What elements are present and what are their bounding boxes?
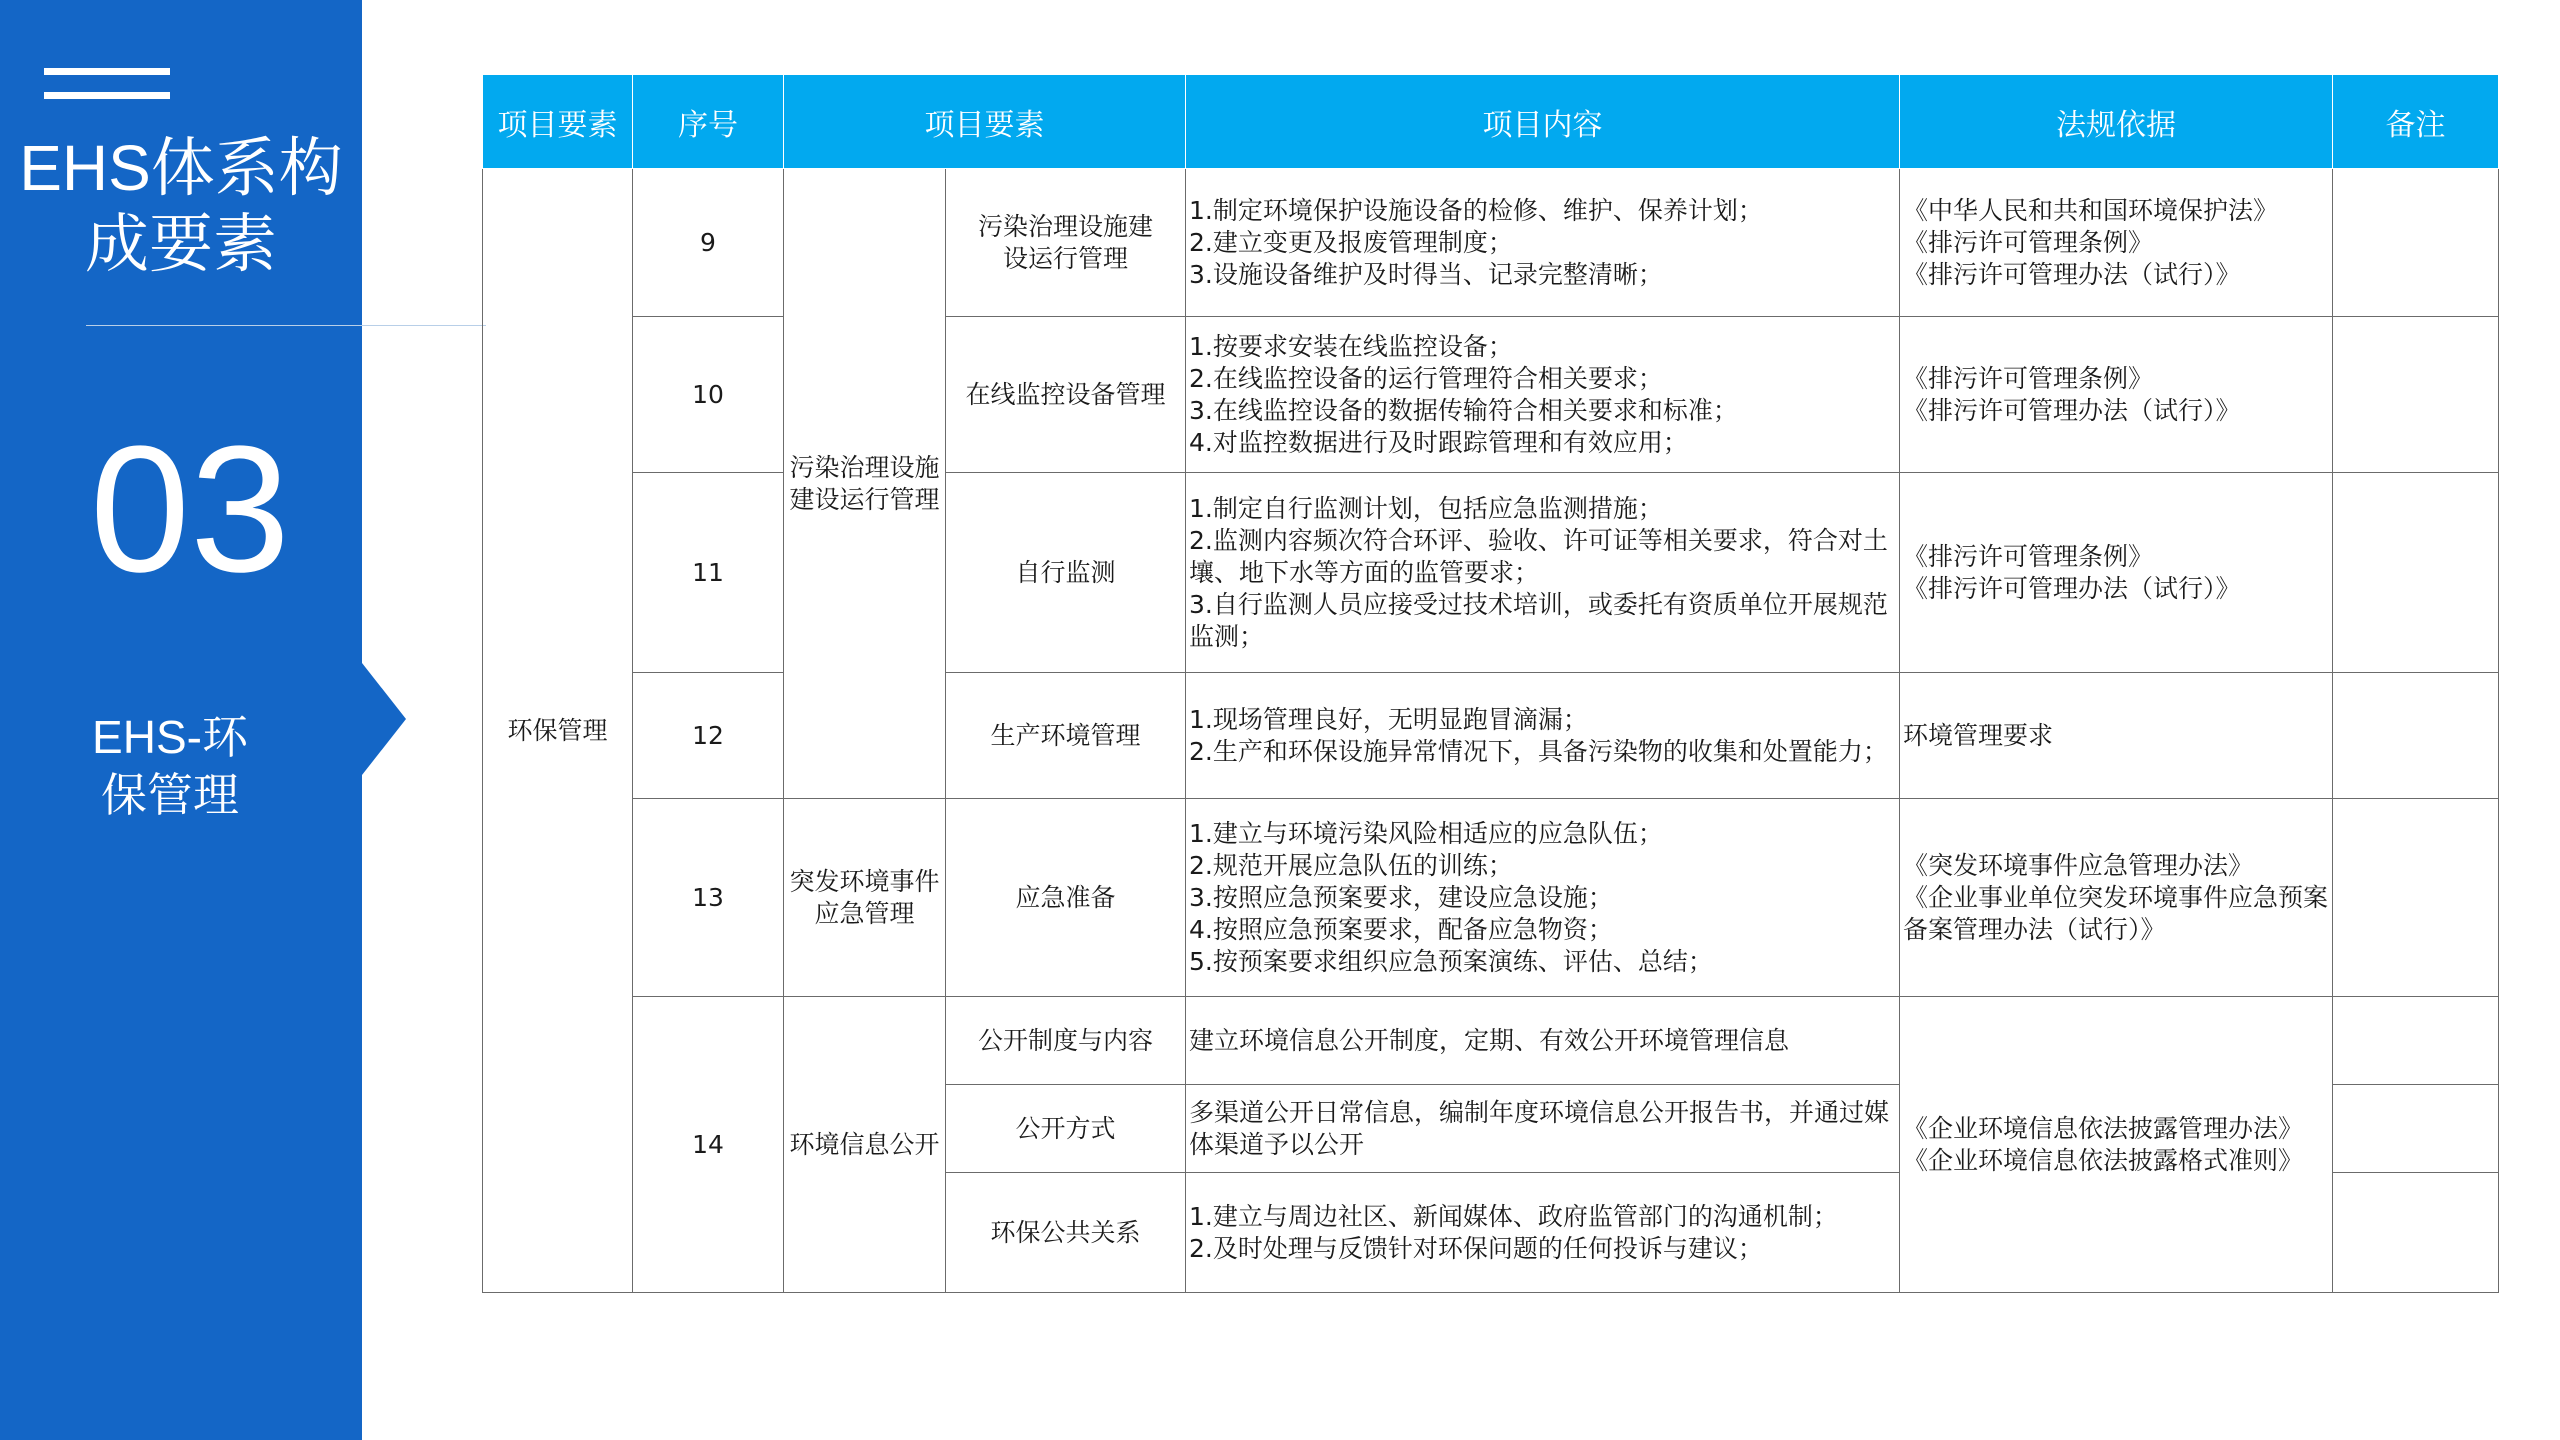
content-cell (1186, 673, 1900, 799)
table-row (483, 997, 2499, 1085)
basis-cell (1900, 317, 2333, 473)
basis-cell (1900, 799, 2333, 997)
content-line: 3.自行监测人员应接受过技术培训，或委托有资质单位开展规范监测； (1189, 589, 1888, 651)
content-line: 2.及时处理与反馈针对环保问题的任何投诉与建议； (1189, 1233, 1763, 1263)
remarks-cell (2333, 169, 2499, 317)
content-line: 建立环境信息公开制度，定期、有效公开环境管理信息 (1189, 1025, 1790, 1055)
remarks-cell (2333, 1085, 2499, 1173)
content-line: 2.监测内容频次符合环评、验收、许可证等相关要求，符合对土壤、地下水等方面的监管要求； (1189, 525, 1888, 587)
table-row (483, 169, 2499, 317)
content-line: 1.建立与环境污染风险相适应的应急队伍； (1189, 818, 1663, 848)
content-line: 3.在线监控设备的数据传输符合相关要求和标准； (1189, 395, 1738, 425)
item-cell: 应急准备 (946, 799, 1186, 997)
remarks-cell (2333, 799, 2499, 997)
basis-line: 《排污许可管理条例》 (1903, 227, 2154, 257)
content-line: 2.在线监控设备的运行管理符合相关要求； (1189, 363, 1663, 393)
basis-line: 《企业环境信息依法披露管理办法》 (1903, 1113, 2304, 1143)
group-cell-emergency (784, 799, 946, 997)
content-line: 1.建立与周边社区、新闻媒体、政府监管部门的沟通机制； (1189, 1201, 1838, 1231)
section-subtitle (60, 708, 280, 824)
title-divider (86, 325, 486, 326)
item-cell: 生产环境管理 (946, 673, 1186, 799)
remarks-cell (2333, 997, 2499, 1085)
content-cell (1186, 799, 1900, 997)
group-cell-text: 突发环境事件应急管理 (789, 866, 940, 928)
header-remarks: 备注 (2333, 75, 2499, 169)
item-cell: 公开方式 (946, 1085, 1186, 1173)
item-cell: 公开制度与内容 (946, 997, 1186, 1085)
item-cell (946, 169, 1186, 317)
basis-cell (1900, 169, 2333, 317)
group-cell-text: 环境信息公开 (789, 1129, 940, 1159)
content-line: 5.按预案要求组织应急预案演练、评估、总结； (1189, 946, 1713, 976)
group-cell-disclosure (784, 997, 946, 1293)
remarks-cell (2333, 1173, 2499, 1293)
sidebar-arrow-icon (362, 663, 406, 775)
content-cell (1186, 997, 1900, 1085)
ehs-elements-table (482, 74, 2499, 1293)
row-number: 9 (633, 169, 784, 317)
table-row (483, 799, 2499, 997)
basis-cell (1900, 473, 2333, 673)
section-title-line2: 成要素 (85, 208, 277, 280)
row-number: 12 (633, 673, 784, 799)
item-text: 污染治理设施建设运行管理 (977, 211, 1153, 273)
content-line: 4.对监控数据进行及时跟踪管理和有效应用； (1189, 427, 1688, 457)
menu-icon (44, 68, 170, 102)
basis-cell (1900, 997, 2333, 1293)
content-line: 2.建立变更及报废管理制度； (1189, 227, 1513, 257)
header-element-2: 项目要素 (784, 75, 1186, 169)
section-title-line1: EHS体系构 (19, 132, 343, 204)
header-element: 项目要素 (483, 75, 633, 169)
basis-cell (1900, 673, 2333, 799)
basis-line: 环境管理要求 (1903, 720, 2054, 750)
basis-line: 《中华人民和共和国环境保护法》 (1903, 195, 2279, 225)
row-number: 13 (633, 799, 784, 997)
basis-line: 《排污许可管理办法（试行）》 (1903, 395, 2241, 425)
item-cell: 环保公共关系 (946, 1173, 1186, 1293)
content-line: 1.制定自行监测计划，包括应急监测措施； (1189, 493, 1663, 523)
section-number: 03 (89, 409, 291, 610)
content-cell (1186, 1085, 1900, 1173)
sidebar (0, 0, 362, 1440)
basis-line: 《排污许可管理办法（试行）》 (1903, 259, 2241, 289)
group-cell-pollution (784, 169, 946, 799)
content-line: 2.规范开展应急队伍的训练； (1189, 850, 1513, 880)
content-line: 4.按照应急预案要求，配备应急物资； (1189, 914, 1613, 944)
table-header-row (483, 75, 2499, 169)
content-cell (1186, 169, 1900, 317)
row-number: 14 (633, 997, 784, 1293)
content-line: 3.设施设备维护及时得当、记录完整清晰； (1189, 259, 1663, 289)
basis-line: 《排污许可管理条例》 (1903, 541, 2154, 571)
content-line: 多渠道公开日常信息，编制年度环境信息公开报告书，并通过媒体渠道予以公开 (1189, 1097, 1890, 1159)
basis-line: 《排污许可管理条例》 (1903, 363, 2154, 393)
category-cell: 环保管理 (483, 169, 633, 1293)
header-number: 序号 (633, 75, 784, 169)
basis-line: 《企业环境信息依法披露格式准则》 (1903, 1145, 2304, 1175)
item-cell: 在线监控设备管理 (946, 317, 1186, 473)
content-line: 1.按要求安装在线监控设备； (1189, 331, 1513, 361)
header-content: 项目内容 (1186, 75, 1900, 169)
content-line: 2.生产和环保设施异常情况下，具备污染物的收集和处置能力； (1189, 736, 1888, 766)
row-number: 10 (633, 317, 784, 473)
content-line: 3.按照应急预案要求，建设应急设施； (1189, 882, 1613, 912)
header-basis: 法规依据 (1900, 75, 2333, 169)
group-cell-text: 污染治理设施建设运行管理 (789, 452, 940, 514)
row-number: 11 (633, 473, 784, 673)
item-cell: 自行监测 (946, 473, 1186, 673)
content-cell (1186, 473, 1900, 673)
content-cell (1186, 1173, 1900, 1293)
content-cell (1186, 317, 1900, 473)
section-title (0, 130, 362, 282)
basis-line: 《排污许可管理办法（试行）》 (1903, 573, 2241, 603)
basis-line: 《企业事业单位突发环境事件应急预案备案管理办法（试行）》 (1903, 882, 2329, 944)
remarks-cell (2333, 673, 2499, 799)
content-line: 1.制定环境保护设施设备的检修、维护、保养计划； (1189, 195, 1763, 225)
section-subtitle-line2: 保管理 (101, 769, 239, 821)
content-line: 1.现场管理良好，无明显跑冒滴漏； (1189, 704, 1588, 734)
section-subtitle-line1: EHS-环 (92, 711, 248, 763)
remarks-cell (2333, 317, 2499, 473)
basis-line: 《突发环境事件应急管理办法》 (1903, 850, 2254, 880)
remarks-cell (2333, 473, 2499, 673)
